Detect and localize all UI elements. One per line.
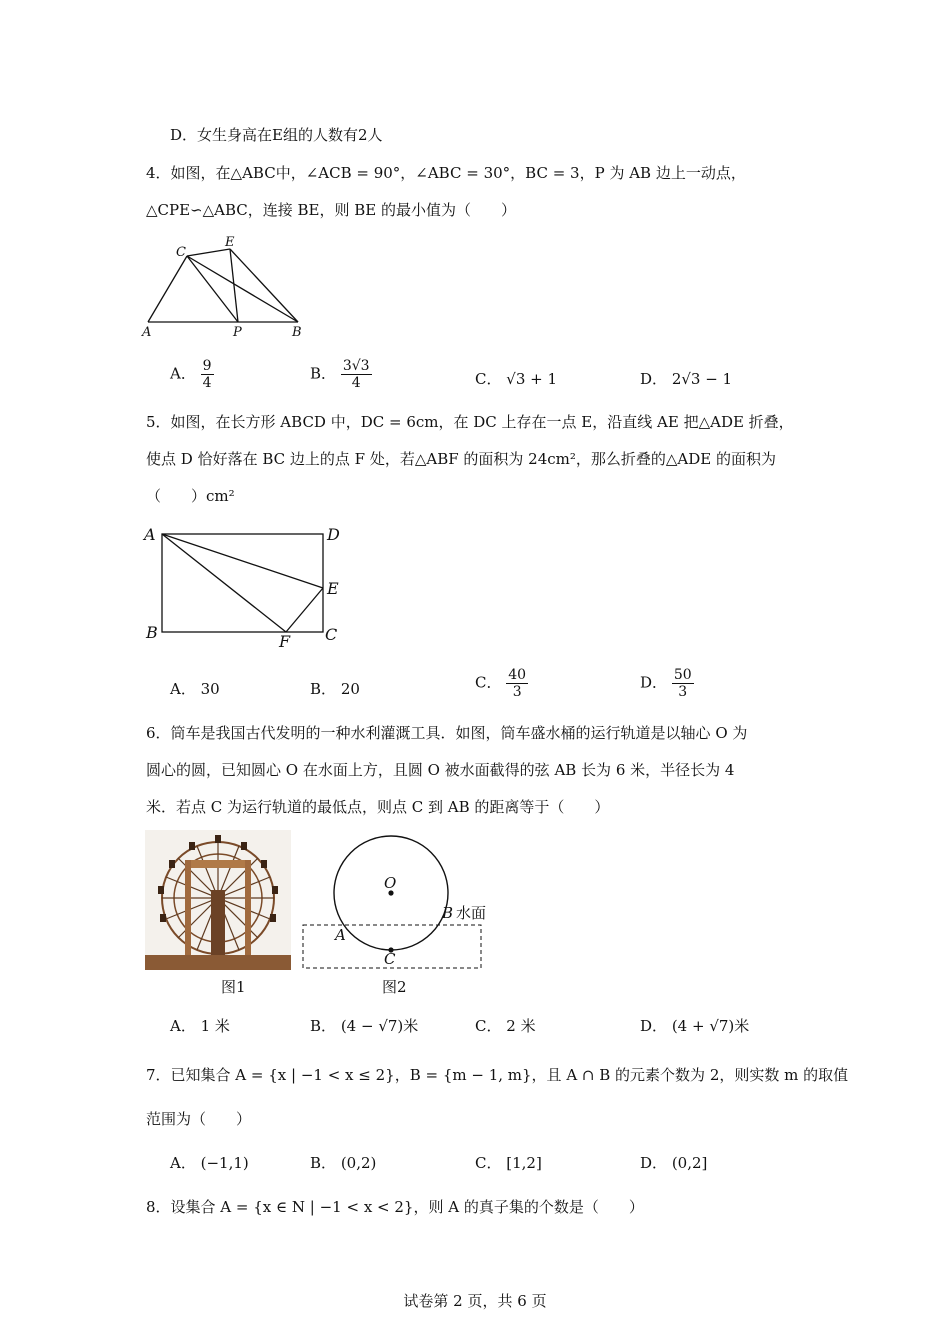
option-text: [1,2] bbox=[506, 1154, 542, 1172]
page-footer: 试卷第 2 页，共 6 页 bbox=[403, 1292, 547, 1310]
option-text: (0,2] bbox=[671, 1154, 708, 1172]
q6-stem-line1: 6．筒车是我国古代发明的一种水利灌溉工具．如图，筒车盛水桶的运行轨道是以轴心 O 为 bbox=[146, 724, 748, 742]
fraction bbox=[341, 358, 372, 391]
q4-stem-line1: 4．如图，在△ABC中，∠ACB = 90°，∠ABC = 30°，BC = 3，P 为 AB 边上一动点， bbox=[146, 164, 746, 182]
denominator: 3 bbox=[512, 684, 522, 701]
q6-option-c bbox=[475, 1015, 536, 1036]
q6-option-b bbox=[310, 1015, 418, 1036]
q5-stem-line1: 5．如图，在长方形 ABCD 中，DC = 6cm，在 DC 上存在一点 E，沿直线 AE 把△ADE 折叠， bbox=[146, 413, 794, 431]
option-text: (4 + √7)米 bbox=[671, 1017, 750, 1035]
q5-label-d: D bbox=[327, 525, 340, 544]
q5-stem-line2: 使点 D 恰好落在 BC 边上的点 F 处，若△ABF 的面积为 24cm²，那么折叠的△ADE 的面积为 bbox=[146, 450, 776, 468]
option-label: B． bbox=[310, 1017, 337, 1035]
option-label: C． bbox=[475, 1017, 502, 1035]
q5-label-e: E bbox=[327, 579, 339, 598]
q5-option-a bbox=[170, 678, 220, 699]
q5-label-b: B bbox=[146, 623, 158, 642]
option-label: D． bbox=[640, 370, 668, 388]
q4-label-b: B bbox=[292, 325, 302, 340]
q7-option-d bbox=[640, 1152, 707, 1173]
q6-waterwheel-image bbox=[145, 830, 291, 970]
q6-label-b: B bbox=[442, 904, 454, 922]
option-label: A． bbox=[170, 364, 196, 383]
q4-label-e: E bbox=[225, 235, 235, 250]
fraction bbox=[201, 358, 214, 391]
q6-label-o: O bbox=[384, 874, 397, 892]
option-label: C． bbox=[475, 1154, 502, 1172]
numerator: 40 bbox=[508, 667, 527, 683]
option-text: 2 米 bbox=[506, 1017, 536, 1035]
numerator: 9 bbox=[202, 358, 212, 374]
q5-label-c: C bbox=[325, 625, 338, 644]
q7-stem-line2: 范围为（ ） bbox=[146, 1110, 252, 1128]
numerator: 3√3 bbox=[342, 358, 370, 374]
q6-stem-line2: 圆心的圆，已知圆心 O 在水面上方，且圆 O 被水面截得的弦 AB 长为 6 米，半径长为 4 bbox=[146, 761, 735, 779]
q6-label-water: 水面 bbox=[456, 904, 487, 922]
option-label: B． bbox=[310, 1154, 337, 1172]
q6-stem-line3: 米．若点 C 为运行轨道的最低点，则点 C 到 AB 的距离等于（ ） bbox=[146, 798, 610, 816]
option-label: B． bbox=[310, 680, 337, 698]
option-text: √3 + 1 bbox=[506, 370, 558, 388]
q6-option-d bbox=[640, 1015, 749, 1036]
option-label: C． bbox=[475, 673, 502, 692]
q4-label-p: P bbox=[233, 325, 242, 340]
option-label: A． bbox=[170, 680, 196, 698]
denominator: 4 bbox=[351, 375, 361, 392]
option-label: B． bbox=[310, 364, 337, 383]
option-text: 2√3 − 1 bbox=[671, 370, 733, 388]
q6-option-a bbox=[170, 1015, 230, 1036]
q4-label-a: A bbox=[142, 325, 152, 340]
option-label: D． bbox=[640, 1154, 668, 1172]
fraction bbox=[506, 667, 528, 700]
q5-stem-line3: （ ）cm² bbox=[146, 487, 235, 505]
option-text: (0,2) bbox=[340, 1154, 377, 1172]
q4-stem-line2: △CPE∽△ABC，连接 BE，则 BE 的最小值为（ ） bbox=[146, 201, 517, 219]
option-label: C． bbox=[475, 370, 502, 388]
q8-stem-line1: 8．设集合 A = {x ∈ N | −1 < x < 2}，则 A 的真子集的个数是（ ） bbox=[146, 1198, 644, 1216]
q4-label-c: C bbox=[176, 245, 186, 260]
denominator: 3 bbox=[678, 684, 688, 701]
q7-stem-line1: 7．已知集合 A = {x | −1 < x ≤ 2}，B = {m − 1, m}，且 A ∩ B 的元素个数为 2，则实数 m 的取值 bbox=[146, 1066, 849, 1084]
q7-option-a bbox=[170, 1152, 249, 1173]
q4-option-a bbox=[170, 358, 214, 391]
q5-label-a: A bbox=[144, 525, 156, 544]
q5-option-c bbox=[475, 667, 528, 700]
q7-option-b bbox=[310, 1152, 376, 1173]
option-text: 1 米 bbox=[200, 1017, 230, 1035]
fraction bbox=[672, 667, 694, 700]
option-text: (−1,1) bbox=[200, 1154, 249, 1172]
q4-figure bbox=[140, 232, 320, 342]
q5-option-d bbox=[640, 667, 694, 700]
q6-fig1-caption: 图1 bbox=[221, 978, 246, 996]
numerator: 50 bbox=[673, 667, 692, 683]
q6-figure2 bbox=[300, 830, 500, 975]
q4-option-c bbox=[475, 368, 557, 389]
q6-label-a: A bbox=[335, 926, 346, 944]
option-text: 30 bbox=[200, 680, 220, 698]
q5-option-b bbox=[310, 678, 360, 699]
q7-option-c bbox=[475, 1152, 542, 1173]
q3-option-d: D．女生身高在E组的人数有2人 bbox=[170, 126, 383, 144]
option-text: (4 − √7)米 bbox=[340, 1017, 419, 1035]
option-text: 20 bbox=[340, 680, 360, 698]
option-label: D． bbox=[640, 673, 668, 692]
q4-option-d bbox=[640, 368, 732, 389]
q6-label-c: C bbox=[384, 950, 396, 968]
q6-fig2-caption: 图2 bbox=[382, 978, 407, 996]
option-label: A． bbox=[170, 1017, 196, 1035]
denominator: 4 bbox=[202, 375, 212, 392]
q5-label-f: F bbox=[279, 632, 291, 651]
q4-option-b bbox=[310, 358, 372, 391]
q5-figure bbox=[140, 520, 360, 655]
option-label: D． bbox=[640, 1017, 668, 1035]
option-label: A． bbox=[170, 1154, 196, 1172]
